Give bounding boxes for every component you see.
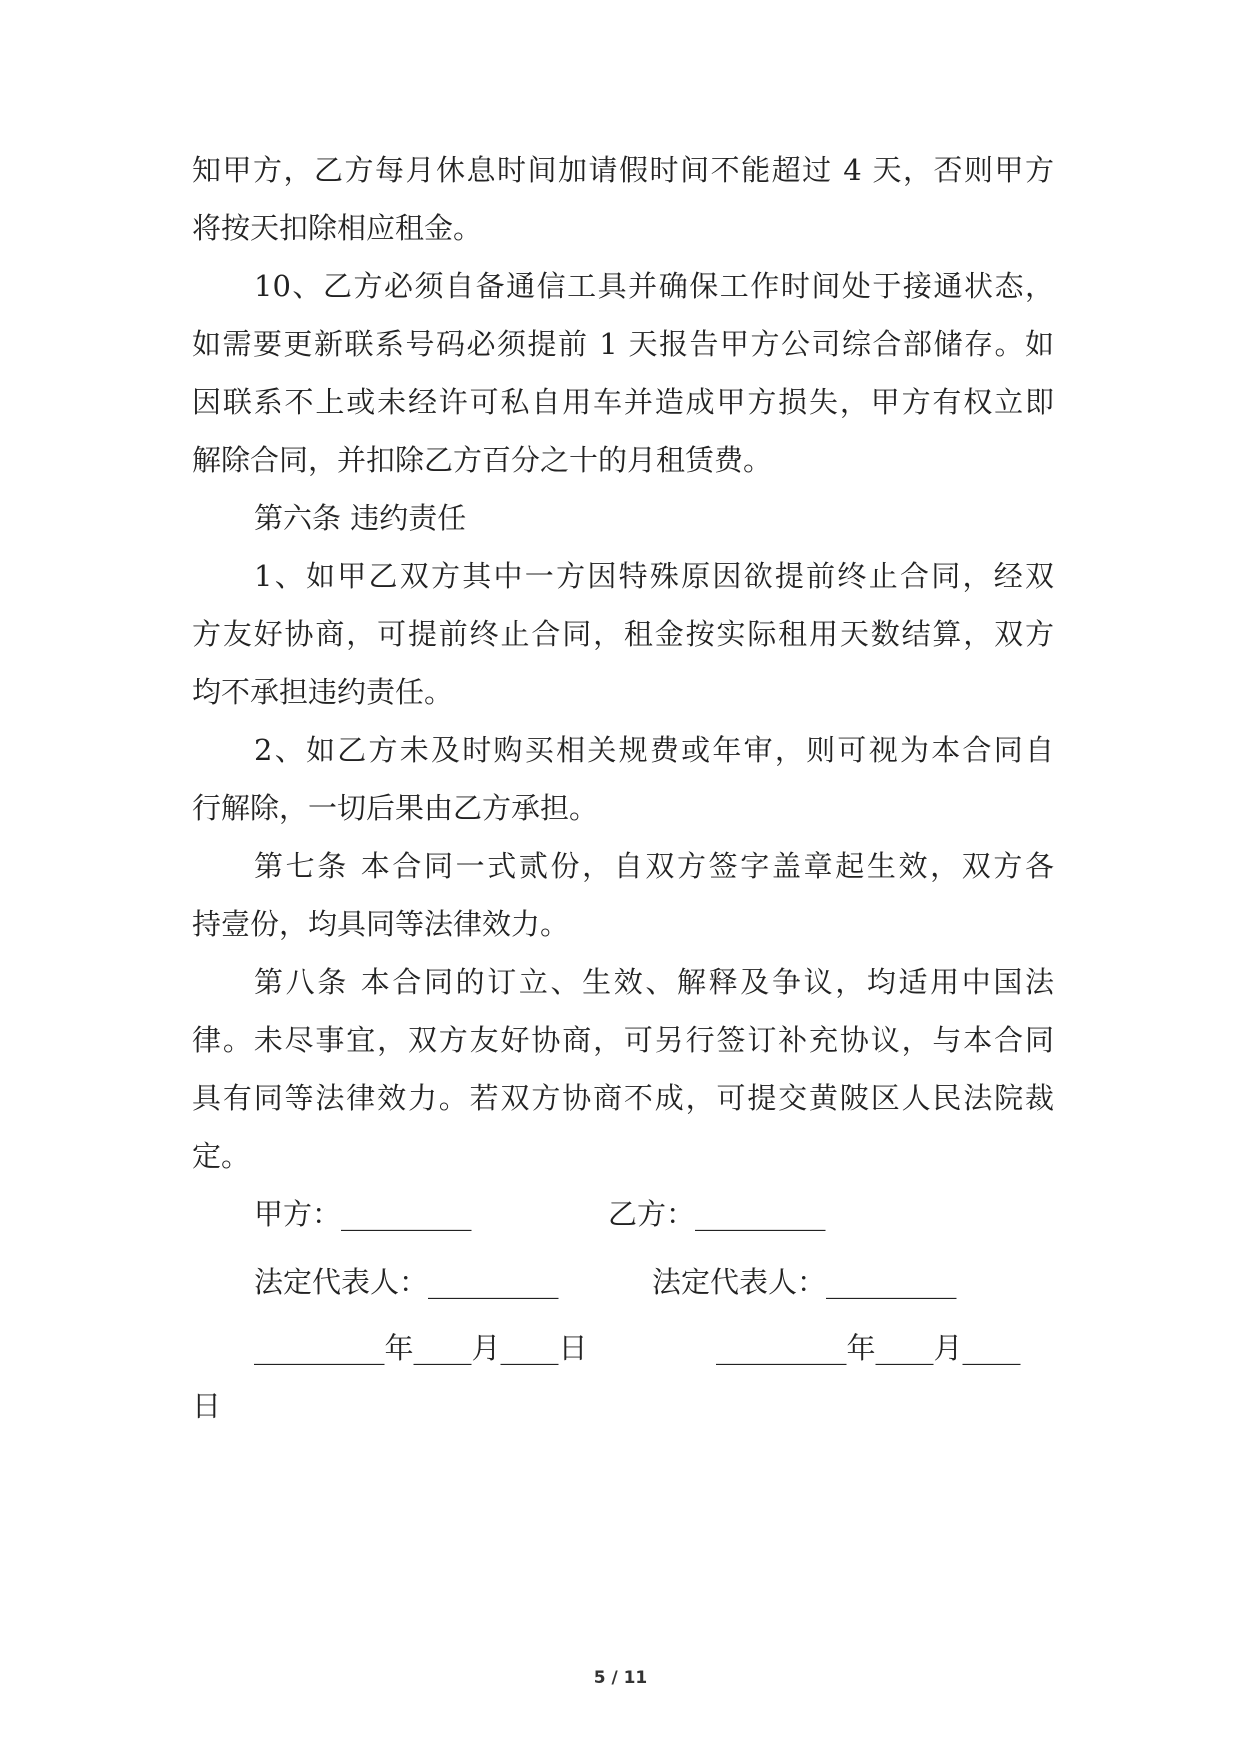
paragraph-line: 解除合同，并扣除乙方百分之十的月租赁费。 bbox=[192, 443, 773, 477]
article-heading: 第六条 违约责任 bbox=[254, 501, 467, 535]
party-b-representative: 法定代表人：_________ bbox=[652, 1265, 957, 1299]
page-number: 5 / 11 bbox=[593, 1668, 648, 1688]
paragraph-line: 行解除，一切后果由乙方承担。 bbox=[192, 791, 599, 825]
paragraph-line: 因联系不上或未经许可私自用车并造成甲方损失，甲方有权立即 bbox=[192, 385, 1054, 419]
party-a-signature: 甲方：_________ bbox=[254, 1197, 472, 1231]
paragraph-line: 持壹份，均具同等法律效力。 bbox=[192, 907, 570, 941]
party-b-signature: 乙方：_________ bbox=[608, 1197, 826, 1231]
paragraph-line: 均不承担违约责任。 bbox=[192, 675, 454, 709]
paragraph-line: 如需要更新联系号码必须提前 1 天报告甲方公司综合部储存。如 bbox=[192, 327, 1054, 361]
party-b-date-tail: 日 bbox=[192, 1389, 222, 1423]
party-a-representative: 法定代表人：_________ bbox=[254, 1265, 559, 1299]
paragraph-line: 方友好协商，可提前终止合同，租金按实际租用天数结算，双方 bbox=[192, 617, 1054, 651]
party-b-date: _________年____月____ bbox=[716, 1331, 1021, 1365]
paragraph-line: 10、乙方必须自备通信工具并确保工作时间处于接通状态， bbox=[254, 269, 1054, 303]
paragraph-line: 定。 bbox=[192, 1139, 251, 1173]
paragraph-line: 第八条 本合同的订立、生效、解释及争议，均适用中国法 bbox=[254, 965, 1054, 999]
paragraph-line: 将按天扣除相应租金。 bbox=[192, 211, 483, 245]
paragraph-line: 第七条 本合同一式贰份，自双方签字盖章起生效，双方各 bbox=[254, 849, 1054, 883]
paragraph-line: 知甲方，乙方每月休息时间加请假时间不能超过 4 天，否则甲方 bbox=[192, 153, 1054, 187]
paragraph-line: 律。未尽事宜，双方友好协商，可另行签订补充协议，与本合同 bbox=[192, 1023, 1054, 1057]
paragraph-line: 1、如甲乙双方其中一方因特殊原因欲提前终止合同，经双 bbox=[254, 559, 1054, 593]
party-a-date: _________年____月____日 bbox=[254, 1331, 588, 1365]
paragraph-line: 具有同等法律效力。若双方协商不成，可提交黄陂区人民法院裁 bbox=[192, 1081, 1054, 1115]
paragraph-line: 2、如乙方未及时购买相关规费或年审，则可视为本合同自 bbox=[254, 733, 1054, 767]
